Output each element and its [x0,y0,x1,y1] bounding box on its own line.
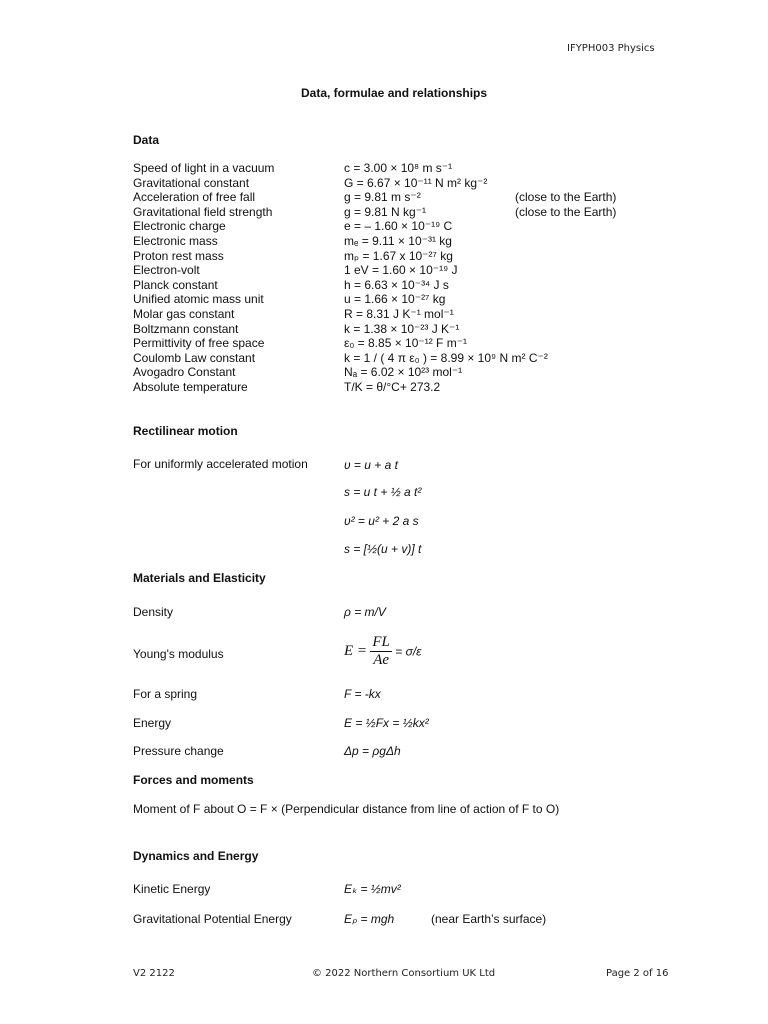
youngs-fraction [370,634,392,669]
data-row-label: Electronic charge [133,219,226,233]
data-row-value: 1 eV = 1.60 × 10⁻¹⁹ J [344,263,458,277]
data-row-label: Electronic mass [133,234,218,248]
footer-page-number: Page 2 of 16 [606,968,669,979]
kinetic-energy-label: Kinetic Energy [133,882,211,896]
data-row-value: Nₐ = 6.02 × 10²³ mol⁻¹ [344,365,463,379]
section-heading-rectilinear: Rectilinear motion [133,424,238,438]
uniform-motion-label: For uniformly accelerated motion [133,457,308,471]
data-row-label: Gravitational field strength [133,205,273,219]
data-row-value: mₑ = 9.11 × 10⁻³¹ kg [344,234,452,248]
energy-equation: E = ½Fx = ½kx² [344,716,429,730]
data-row-value: R = 8.31 J K⁻¹ mol⁻¹ [344,307,454,321]
data-row-label: Absolute temperature [133,380,248,394]
suvat-equation-4: s = [½(u + v)] t [344,542,422,556]
density-label: Density [133,605,174,619]
data-row-label: Gravitational constant [133,176,250,190]
youngs-lhs: E = [344,643,368,659]
data-row-value: u = 1.66 × 10⁻²⁷ kg [344,292,446,306]
data-row-value: k = 1.38 × 10⁻²³ J K⁻¹ [344,322,460,336]
youngs-numerator: FL [372,634,390,650]
data-row-label: Boltzmann constant [133,322,239,336]
footer-copyright: © 2022 Northern Consortium UK Ltd [312,968,496,979]
gpe-note: (near Earth’s surface) [431,912,547,926]
data-row-value: g = 9.81 N kg⁻¹ [344,205,427,219]
spring-label: For a spring [133,687,198,701]
data-row-label: Planck constant [133,278,218,292]
section-heading-data: Data [133,133,160,147]
data-row-value: c = 3.00 × 10⁸ m s⁻¹ [344,161,453,175]
suvat-equation-2: s = u t + ½ a t² [344,485,422,499]
gpe-label: Gravitational Potential Energy [133,912,292,926]
suvat-equation-1: υ = u + a t [344,458,398,472]
data-row-value: mₚ = 1.67 x 10⁻²⁷ kg [344,249,453,263]
youngs-modulus-label: Young's modulus [133,647,224,661]
data-row-label: Unified atomic mass unit [133,292,264,306]
data-row-label: Permittivity of free space [133,336,265,350]
data-row-label: Speed of light in a vacuum [133,161,275,175]
suvat-equation-3: υ² = u² + 2 a s [344,514,419,528]
footer-version: V2 2122 [133,968,175,979]
section-heading-dynamics: Dynamics and Energy [133,849,259,863]
data-row-label: Electron-volt [133,263,200,277]
data-row-value: e = – 1.60 × 10⁻¹⁹ C [344,219,453,233]
data-row-value: ε₀ = 8.85 × 10⁻¹² F m⁻¹ [344,336,468,350]
data-row-value: T/K = θ/°C+ 273.2 [344,380,441,394]
spring-equation: F = -kx [344,687,381,701]
course-header: IFYPH003 Physics [567,43,655,54]
youngs-modulus-equation [344,634,421,669]
data-row-value: g = 9.81 m s⁻² [344,190,421,204]
density-equation: ρ = m/V [344,605,386,619]
gpe-equation: Eₚ = mgh [344,912,395,926]
pressure-change-label: Pressure change [133,744,224,758]
data-row-value: h = 6.63 × 10⁻³⁴ J s [344,278,449,292]
data-row-label: Coulomb Law constant [133,351,256,365]
moment-definition: Moment of F about O = F × (Perpendicular distance from line of action of F to O) [133,802,560,816]
data-row-value: k = 1 / ( 4 π ε₀ ) = 8.99 × 10⁹ N m² C⁻² [344,351,548,365]
section-heading-forces: Forces and moments [133,773,254,787]
page-title: Data, formulae and relationships [301,86,488,100]
data-row-note: (close to the Earth) [515,190,617,204]
pressure-change-equation: Δp = ρgΔh [344,744,401,758]
youngs-denominator: Ae [373,652,390,668]
section-heading-materials: Materials and Elasticity [133,571,266,585]
data-row-value: G = 6.67 × 10⁻¹¹ N m² kg⁻² [344,176,488,190]
youngs-rhs: = σ/ε [395,644,422,659]
kinetic-energy-equation: Eₖ = ½mv² [344,882,401,896]
data-row-label: Proton rest mass [133,249,224,263]
data-row-label: Acceleration of free fall [133,190,256,204]
data-row-label: Avogadro Constant [133,365,236,379]
data-row-note: (close to the Earth) [515,205,617,219]
energy-label: Energy [133,716,172,730]
data-row-label: Molar gas constant [133,307,235,321]
